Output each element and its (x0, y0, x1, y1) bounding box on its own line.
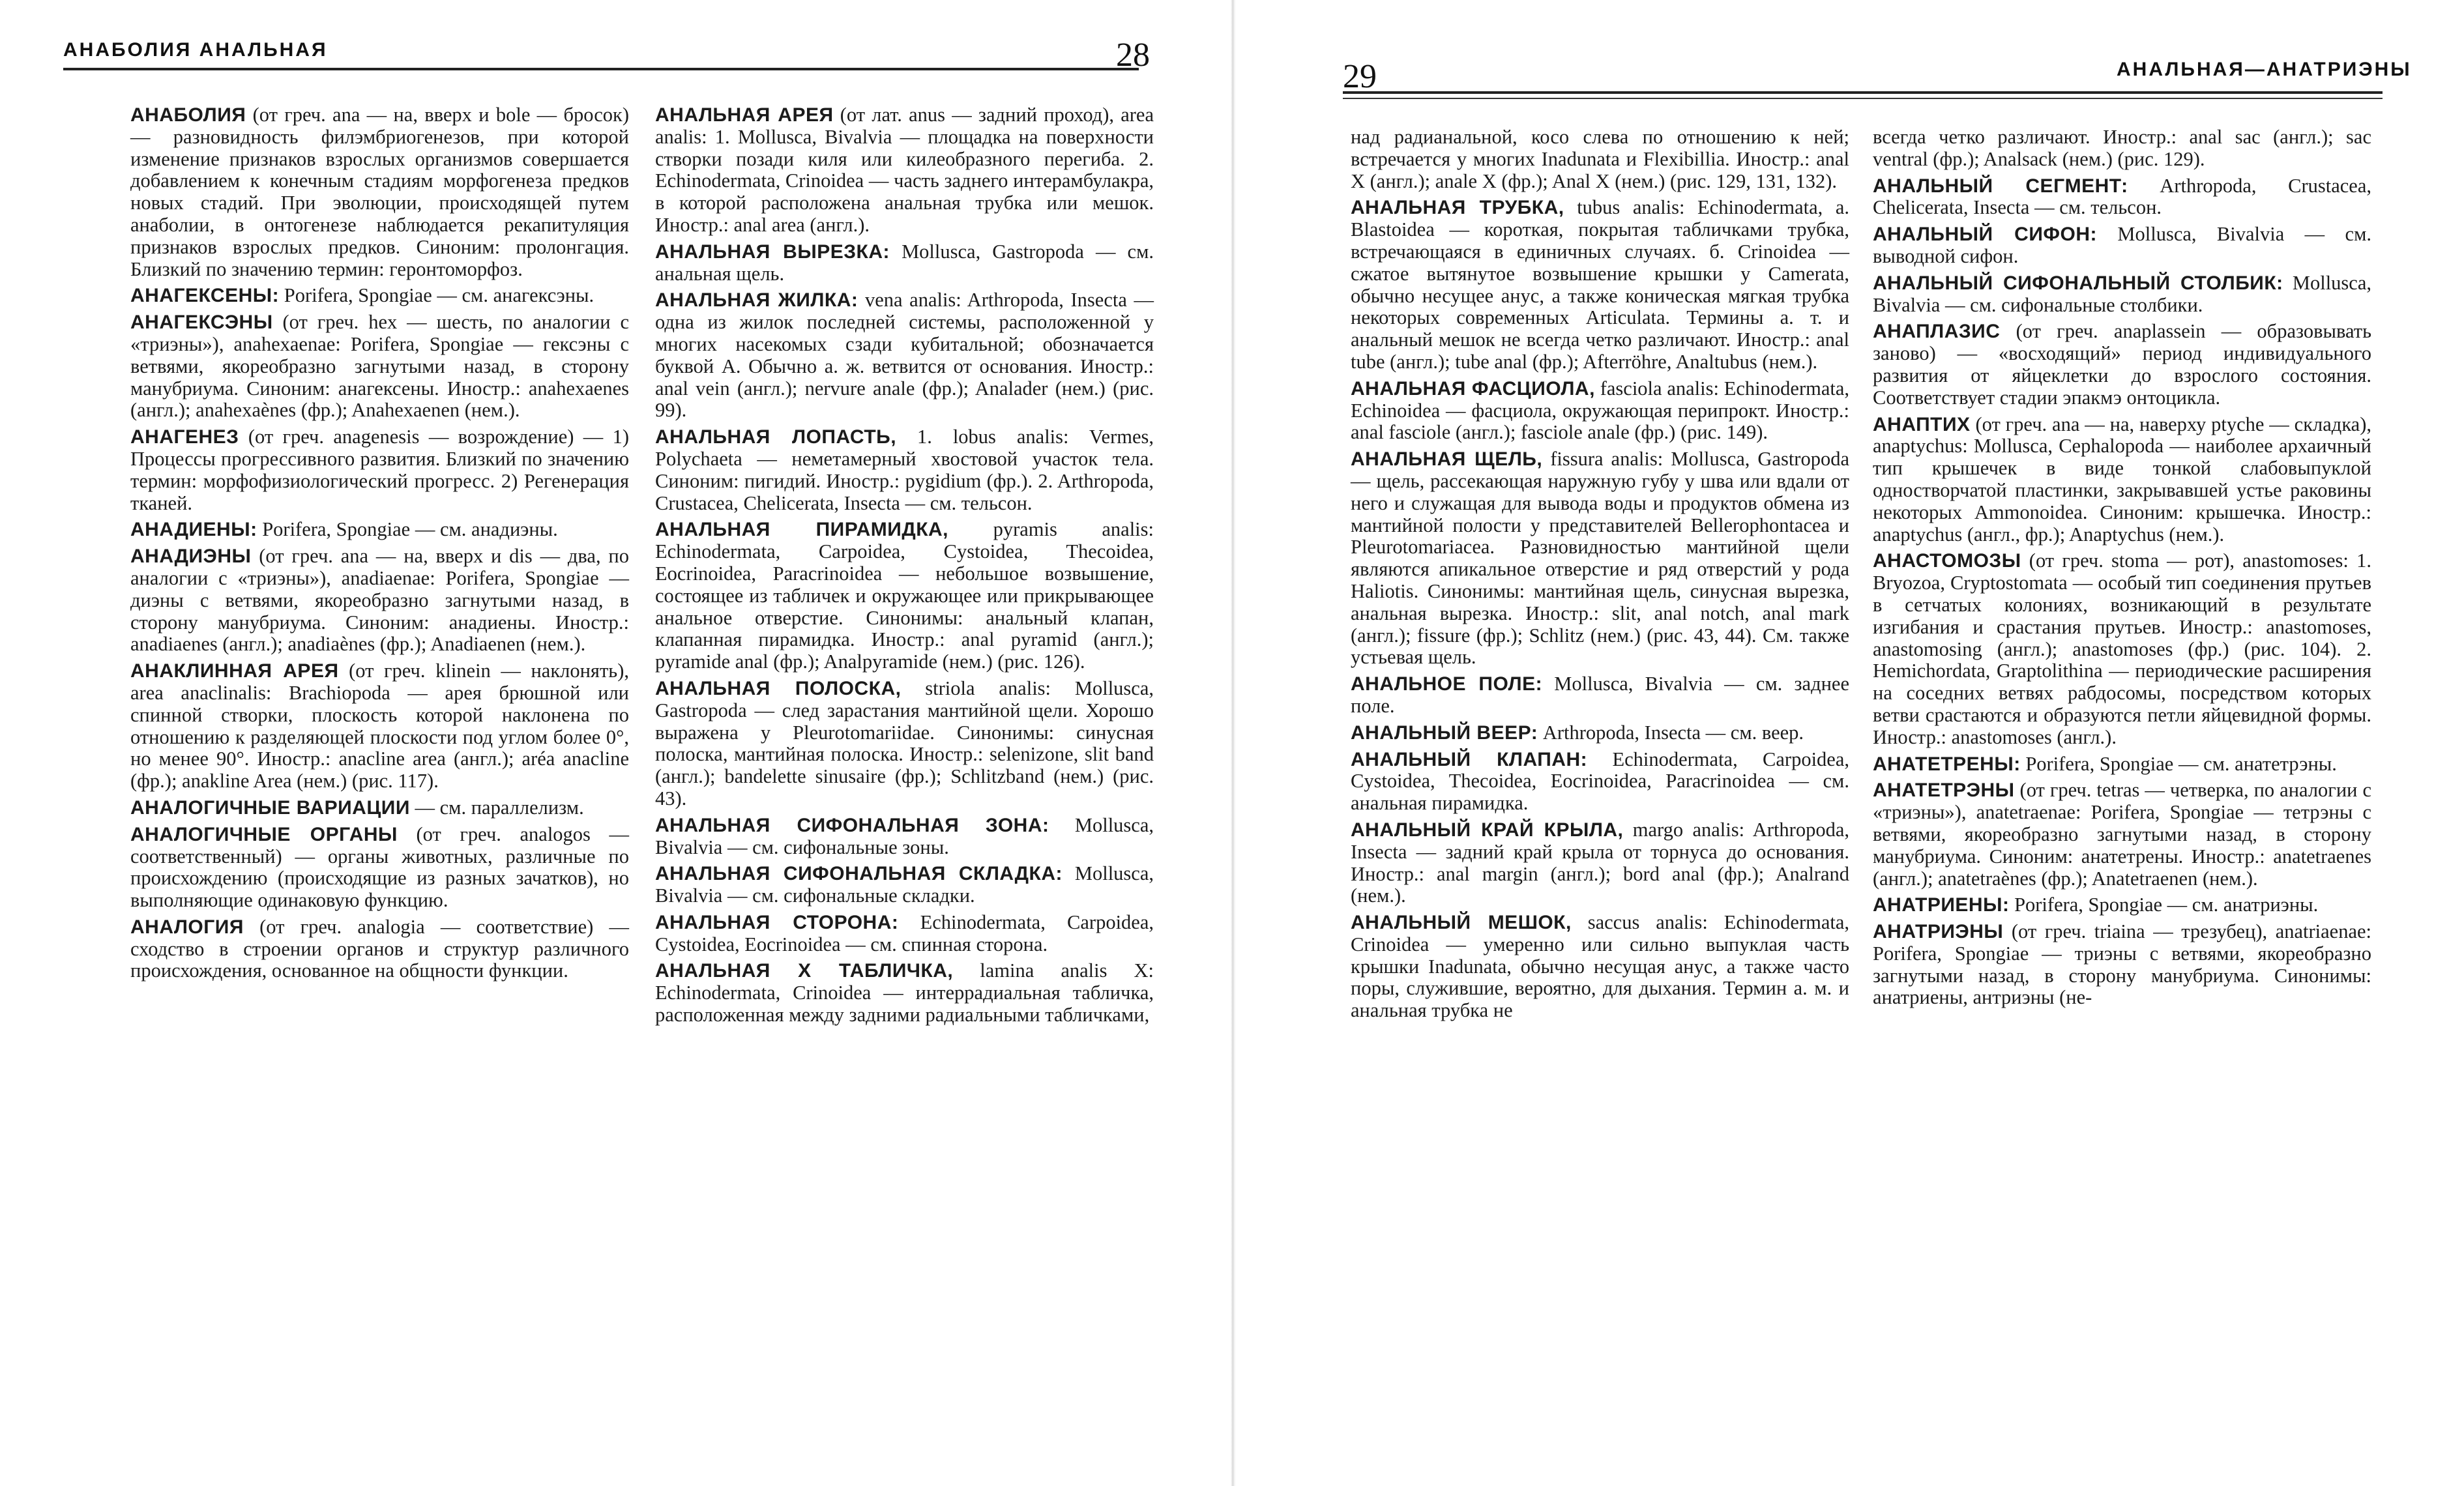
entry-headword: АНАЛЬНЫЙ МЕШОК, (1351, 912, 1572, 934)
entry-definition: vena analis: Arthropoda, Insecta — одна из жилок последней системы, расположенной у многих насекомых сзади кубитальной; обозначается буквой А. Обычно а. ж. ветвится от основания. Иностр.: anal vein (англ.); nervure anale (фр.); Analader (нем.) (рис. 99). (655, 289, 1154, 422)
entry-headword: АНАЛЬНАЯ Х ТАБЛИЧКА, (655, 960, 954, 982)
entry-headword: АНАЛОГИЧНЫЕ ОРГАНЫ (130, 823, 398, 845)
entry-headword: АНАЛЬНАЯ ЛОПАСТЬ, (655, 426, 897, 448)
entry-headword: АНАЛОГИЧНЫЕ ВАРИАЦИИ (130, 796, 410, 819)
dictionary-entry (130, 797, 629, 819)
right-column-1 (1351, 126, 1849, 1027)
dictionary-entry (1351, 722, 1849, 744)
entry-definition: fissura analis: Mollusca, Gastropoda — щель, рассекающая наружную губу у шва или вдали от него и служащая для вывода воды и продуктов обмена из мантийной полости у представителей Bellerophontacea и Pleurotomariacea. Разновидностью мантийной щели являются апикальное отверстие и ряд отверстий у рода Haliotis. Синонимы: мантийная щель, синусная вырезка, анальная вырезка. Иностр.: slit, anal notch, anal mark (англ.); fissure (фр.); Schlitz (нем.) (рис. 43, 44). См. также устьевая щель. (1351, 448, 1849, 669)
entry-definition: Mollusca, Bivalvia — см. сифональные зоны. (655, 813, 1154, 858)
dictionary-entry (130, 824, 629, 912)
entry-headword: АНАТЕТРЭНЫ (1873, 779, 2015, 802)
entry-headword: АНАЛЬНОЕ ПОЛЕ: (1351, 673, 1543, 695)
dictionary-entry (130, 426, 629, 514)
entry-definition: (от греч. anagenesis — возрождение) — 1) Процессы прогрессивного развития. Близкий по значению термин: морфофизиологический прогресс. 2) Регенерация тканей. (130, 426, 629, 514)
dictionary-entry (655, 426, 1154, 514)
entry-definition: (от греч. ana — на, наверху ptyche — складка), anaptychus: Mollusca, Cephalopoda — наиболее архаичный тип крышечек в виде тонкой слабовыпуклой одностворчатой пластинки, закрывавшей устье раковины некоторых Ammonoidea. Синоним: крышечка. Иностр.: anaptychus (англ., фр.); Anaptychus (нем.). (1873, 413, 2371, 546)
entry-definition: fasciola analis: Echinodermata, Echinoidea — фасциола, окружающая перипрокт. Иностр.: anal fasciole (англ.); fasciole anale (фр.) (рис. 149). (1351, 377, 1850, 444)
dictionary-entry (130, 519, 629, 541)
dictionary-entry (1873, 894, 2371, 916)
entry-definition: (от греч. ana — на, вверх и bole — бросок) — разновидность филэмбриогенезов, при которой изменение признаков взрослых организмов совершается добавлением к конечным стадиям морфогенеза предков новых стадий. При эволюции, происходящей путем анаболии, в онтогенезе наблюдается рекапитуляция признаков взрослых предков. Синоним: пролонгация. Близкий по значению термин: геронтоморфоз. (130, 104, 629, 280)
entry-headword: АНАЛЬНЫЙ КРАЙ КРЫЛА, (1351, 819, 1624, 841)
entry-headword: АНАЛЬНАЯ ФАСЦИОЛА, (1351, 377, 1595, 400)
dictionary-entry (130, 312, 629, 422)
entry-definition: Mollusca, Bivalvia — см. выводной сифон. (1873, 223, 2371, 267)
running-head-right: АНАЛЬНАЯ—АНАТРИЭНЫ (2117, 59, 2412, 80)
right-column-2 (1873, 126, 2371, 1013)
left-column-1 (130, 104, 629, 987)
entry-definition: Porifera, Spongiae — см. анатриэны. (2009, 894, 2319, 916)
dictionary-entry (655, 289, 1154, 422)
entry-definition: lamina analis X: Echinodermata, Crinoidea — интеррадиальная табличка, расположенная между задними радиальными табличками, (655, 959, 1154, 1027)
entry-definition: Porifera, Spongiae — см. анадиэны. (257, 518, 558, 541)
entry-definition: Echinodermata, Carpoidea, Cystoidea, Thecoidea, Eocrinoidea, Paracrinoidea — см. анальная пирамидка. (1351, 748, 1850, 815)
entry-definition: над радианальной, косо слева по отношению к ней; встречается у многих Inadunata и Flexibillia. Иностр.: anal X (англ.); anale X (фр.); Anal X (нем.) (рис. 129, 131, 132). (1351, 126, 1849, 192)
entry-headword: АНАЛЬНАЯ ПОЛОСКА, (655, 677, 902, 699)
entry-definition: margo analis: Arthropoda, Insecta — задний край крыла от торнуса до основания. Иностр.: anal margin (англ.); bord anal (фр.); Analrand (нем.). (1351, 818, 1849, 907)
entry-headword: АНАЛЬНАЯ СТОРОНА: (655, 911, 899, 933)
entry-definition: — см. параллелизм. (409, 796, 584, 819)
entry-headword: АНАТРИЭНЫ (1873, 921, 2004, 943)
entry-headword: АНАЛЬНАЯ ПИРАМИДКА, (655, 519, 949, 541)
dictionary-entry (655, 678, 1154, 810)
dictionary-entry (1873, 779, 2371, 890)
dictionary-entry (655, 104, 1154, 237)
dictionary-entry (1873, 272, 2371, 317)
entry-definition: Mollusca, Bivalvia — см. сифональные столбики. (1873, 271, 2372, 316)
entry-headword: АНАТЕТРЕНЫ: (1873, 753, 2021, 775)
dictionary-entry (1873, 550, 2371, 748)
dictionary-entry (1873, 753, 2371, 776)
entry-headword: АНАДИЕНЫ: (130, 519, 257, 541)
dictionary-entry (1351, 819, 1849, 907)
entry-headword: АНАЛЬНАЯ АРЕЯ (655, 104, 834, 126)
entry-headword: АНАЛЬНАЯ СИФОНАЛЬНАЯ ЗОНА: (655, 814, 1049, 836)
entry-headword: АНАЛЬНЫЙ КЛАПАН: (1351, 748, 1588, 770)
entry-headword: АНАГЕКСЭНЫ (130, 312, 273, 334)
entry-headword: АНАЛЬНАЯ ТРУБКА, (1351, 197, 1564, 219)
entry-definition: Mollusca, Gastropoda — см. анальная щель. (655, 240, 1154, 285)
entry-headword: АНАСТОМОЗЫ (1873, 550, 2021, 572)
entry-definition: всегда четко различают. Иностр.: anal sac (англ.); sac ventral (фр.); Analsack (нем.) (рис. 129). (1873, 126, 2371, 170)
entry-definition: tubus analis: Echinodermata, a. Blastoidea — короткая, покрытая табличками трубка, встречающаяся в единичных случаях. б. Crinoidea — сжатое вытянутое возвышение крышки у Camerata, обычно несущее анус, а также коническая мягкая трубка некоторых современных Articulata. Термины а. т. и анальный мешок не всегда четко различают. Иностр.: anal tube (англ.); tube anal (фр.); Afterröhre, Analtubus (нем.). (1351, 196, 1849, 373)
page-number-right: 29 (1343, 58, 1377, 95)
entry-headword: АНАГЕНЕЗ (130, 426, 239, 448)
entry-headword: АНАБОЛИЯ (130, 104, 246, 126)
page-number-left: 28 (1116, 36, 1150, 74)
dictionary-entry (655, 863, 1154, 907)
entry-definition: Mollusca, Bivalvia — см. заднее поле. (1351, 673, 1849, 717)
entry-definition: (от лат. anus — задний проход), area analis: 1. Mollusca, Bivalvia — площадка на поверхности створки позади киля или килеобразного перегиба. 2. Echinodermata, Crinoidea — часть заднего интерамбулакра, в которой расположена анальная трубка или мешок. Иностр.: anal area (англ.). (655, 104, 1154, 236)
entry-definition: striola analis: Mollusca, Gastropoda — след зарастания мантийной щели. Хорошо выражена у Pleurotomariidae. Синонимы: синусная полоска, мантийная полоска. Иностр.: selenizone, slit band (англ.); bandelette sinusaire (фр.); Schlitzband (нем.) (рис. 43). (655, 677, 1154, 809)
dictionary-entry (655, 960, 1154, 1026)
entry-definition: pyramis analis: Echinodermata, Carpoidea, Cystoidea, Thecoidea, Eocrinoidea, Paracrinoidea — небольшое возвышение, состоящее из табличек и окружающее или прикрывающее анальное отверстие. Синонимы: анальный клапан, клапанная пирамидка. Иностр.: anal pyramid (англ.); pyramide anal (фр.); Analpyramide (нем.) (рис. 126). (655, 518, 1154, 673)
right-page (1232, 0, 2464, 1486)
entry-headword: АНАПТИХ (1873, 413, 1971, 435)
dictionary-entry (655, 519, 1154, 673)
dictionary-entry (130, 660, 629, 793)
dictionary-entry (1351, 378, 1849, 444)
dictionary-entry (1873, 175, 2371, 220)
entry-definition: (от греч. triaina — трезубец), anatriaenae: Porifera, Spongiae — триэны с ветвями, якореобразно загнутыми назад, в сторону манубриума. Синонимы: анатриены, антриэны (не- (1873, 920, 2371, 1009)
dictionary-entry (130, 546, 629, 656)
dictionary-entry (1351, 673, 1849, 718)
entry-headword: АНАЛЬНАЯ ЩЕЛЬ, (1351, 448, 1543, 471)
entry-definition: (от греч. stoma — рот), anastomoses: 1. Bryozoa, Cryptostomata — особый тип соединения прутьев в сетчатых колониях, возникающий в результате изгибания и срастания прутьев. Иностр.: anastomoses, anastomosing (англ.); anastomoses (фр.) (рис. 104). 2. Hemichordata, Graptolithina — периодические расширения на соседних ветвях рабдосомы, посредством которых ветви срастаются и образуются петли яйцевидной формы. Иностр.: anastomoses (англ.). (1873, 549, 2371, 748)
entry-headword: АНАЛЬНЫЙ СИФОНАЛЬНЫЙ СТОЛБИК: (1873, 272, 2283, 294)
entry-definition: Arthropoda, Insecta — см. веер. (1538, 721, 1804, 744)
dictionary-entry (1351, 749, 1849, 815)
dictionary-entry (655, 815, 1154, 859)
entry-definition: Echinodermata, Carpoidea, Cystoidea, Eocrinoidea — см. спинная сторона. (655, 911, 1154, 955)
entry-headword: АНАЛЬНАЯ СИФОНАЛЬНАЯ СКЛАДКА: (655, 863, 1063, 885)
dictionary-entry (1351, 912, 1849, 1022)
left-column-2 (655, 104, 1154, 1031)
entry-headword: АНАЛЬНЫЙ ВЕЕР: (1351, 721, 1538, 744)
dictionary-entry (1351, 448, 1849, 669)
dictionary-entry (1873, 224, 2371, 268)
entry-definition: (от греч. klinein — наклонять), area anaclinalis: Brachiopoda — арея брюшной или спинной створки, плоскость которой наклонена по отношению к разделяющей плоскости под углом более 0°, но менее 90°. Иностр.: anacline area (англ.); aréa anacline (фр.); anakline Area (нем.) (рис. 117). (130, 660, 629, 793)
entry-definition: 1. lobus analis: Vermes, Polychaeta — неметамерный хвостовой участок тела. Синоним: пигидий. Иностр.: pygidium (фр.). 2. Arthropoda, Crustacea, Chelicerata, Insecta — см. тельсон. (655, 426, 1154, 514)
header-rule-left (63, 68, 1139, 70)
entry-definition: (от греч. tetras — четверка, по аналогии с «триэны»), anatetraenae: Porifera, Spongiae — тетрэны с ветвями, якореобразно загнутыми назад, в сторону манубриума. Синоним: анатетрены. Иностр.: anatetraenes (англ.); anatetraènes (фр.); Anatetraenen (нем.). (1873, 779, 2371, 890)
entry-definition: (от греч. ana — на, вверх и dis — два, по аналогии с «триэны»), anadiaenae: Porifera, Spongiae — диэны с ветвями, якореобразно загнутыми назад, в сторону манубриума. Синоним: анадиены. Иностр.: anadiaenes (англ.); anadiaènes (фр.); Anadiaenen (нем.). (130, 545, 629, 656)
entry-definition: Mollusca, Bivalvia — см. сифональные складки. (655, 862, 1154, 907)
dictionary-entry (1351, 126, 1849, 192)
dictionary-entry (1873, 126, 2371, 171)
entry-definition: Arthropoda, Crustacea, Chelicerata, Insecta — см. тельсон. (1873, 174, 2371, 219)
dictionary-entry (1351, 197, 1849, 373)
dictionary-entry (1873, 921, 2371, 1009)
entry-definition: (от греч. analogos — соответственный) — органы животных, различные по происхождению (происходящие из разных зачатков), но выполняющие одинаковую функцию. (130, 823, 629, 912)
dictionary-entry (130, 285, 629, 307)
entry-definition: Porifera, Spongiae — см. анагексэны. (279, 284, 594, 307)
entry-headword: АНАЛЬНЫЙ СЕГМЕНТ: (1873, 175, 2128, 197)
entry-headword: АНАЛОГИЯ (130, 916, 244, 938)
entry-headword: АНАЛЬНАЯ ЖИЛКА: (655, 289, 858, 312)
entry-definition: (от греч. anaplassein — образовывать заново) — «восходящий» период индивидуального развития от яйцеклетки до взрослого состояния. Соответствует стадии эпакмэ онтоцикла. (1873, 320, 2371, 409)
entry-headword: АНАЛЬНАЯ ВЫРЕЗКА: (655, 240, 890, 263)
dictionary-entry (130, 916, 629, 982)
dictionary-entry (130, 104, 629, 280)
entry-definition: saccus analis: Echinodermata, Crinoidea — умеренно или сильно выпуклая часть крышки Inadunata, обычно несущая анус, а также часто поры, служившие, вероятно, для дыхания. Термин а. м. и анальная трубка не (1351, 911, 1849, 1022)
entry-headword: АНАДИЭНЫ (130, 546, 252, 568)
entry-definition: Porifera, Spongiae — см. анатетрэны. (2020, 752, 2337, 775)
header-rule-right-2 (1343, 98, 2383, 99)
dictionary-entry (655, 912, 1154, 956)
dictionary-entry (655, 241, 1154, 285)
entry-headword: АНАГЕКСЕНЫ: (130, 285, 280, 307)
entry-definition: (от греч. analogia — соответствие) — сходство в строении органов и структур различного происхождения, основанное на общности функции. (130, 915, 629, 982)
running-head-left: АНАБОЛИЯ АНАЛЬНАЯ (63, 39, 328, 61)
header-rule-right (1343, 91, 2383, 94)
dictionary-entry (1873, 414, 2371, 546)
entry-headword: АНАЛЬНЫЙ СИФОН: (1873, 224, 2097, 246)
entry-definition: (от греч. hex — шесть, по аналогии с «триэны»), anahexaenae: Porifera, Spongiae — гексэны с ветвями, якореобразно загнутыми назад, в сторону манубриума. Синоним: анагексены. Иностр.: anahexaenes (англ.); anahexaènes (фр.); Anahexaenen (нем.). (130, 311, 629, 422)
entry-headword: АНАПЛАЗИС (1873, 321, 2001, 343)
entry-headword: АНАТРИЕНЫ: (1873, 894, 2010, 916)
entry-headword: АНАКЛИННАЯ АРЕЯ (130, 660, 339, 682)
dictionary-entry (1873, 321, 2371, 409)
